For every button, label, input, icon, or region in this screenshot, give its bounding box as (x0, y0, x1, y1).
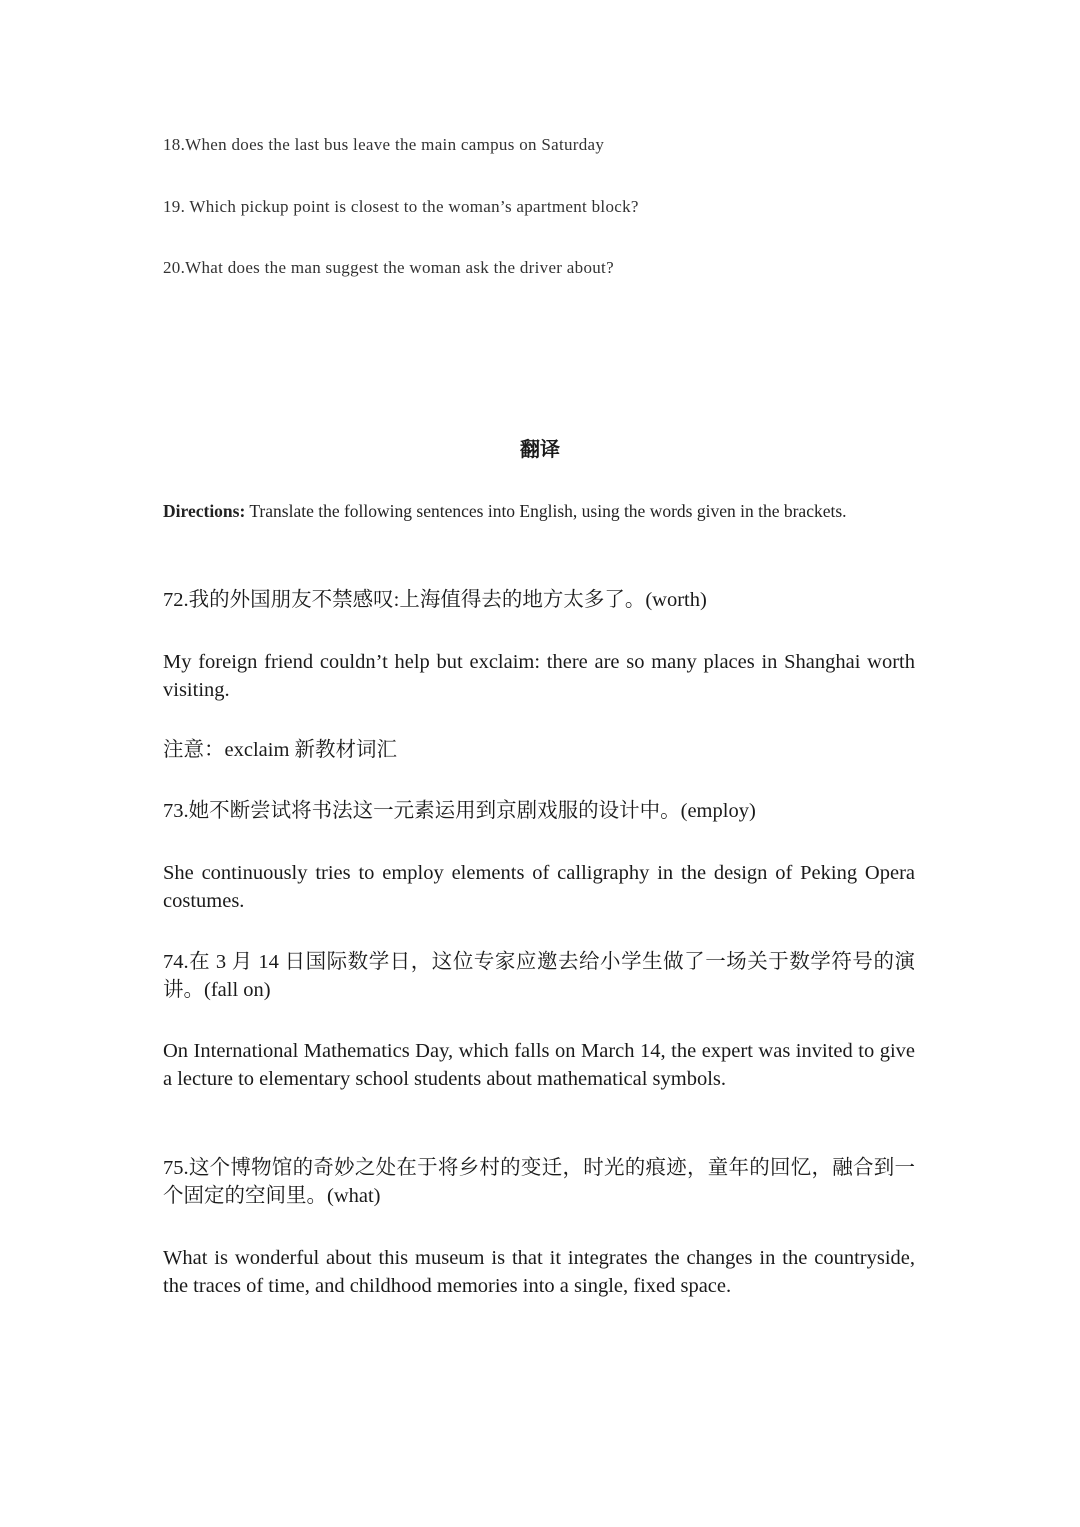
question-20: 20.What does the man suggest the woman ask the driver about? (163, 258, 614, 277)
section-title: 翻译 (520, 439, 560, 461)
directions-text: Translate the following sentences into English, using the words given in the brackets. (245, 501, 847, 521)
item-73-answer: She continuously tries to employ elements of calligraphy in the design of Peking Opera costumes. (163, 862, 915, 912)
directions (163, 497, 915, 525)
item-72-prompt: 72.我的外国朋友不禁感叹:上海值得去的地方太多了。(worth) (163, 589, 707, 611)
item-75-prompt: 75.这个博物馆的奇妙之处在于将乡村的变迁，时光的痕迹，童年的回忆，融合到一个固定的空间里。(what) (163, 1157, 915, 1207)
question-19: 19. Which pickup point is closest to the woman’s apartment block? (163, 197, 639, 216)
item-72-note: 注意：exclaim 新教材词汇 (163, 739, 398, 761)
item-73-prompt: 73.她不断尝试将书法这一元素运用到京剧戏服的设计中。(employ) (163, 800, 756, 822)
item-75-answer: What is wonderful about this museum is that it integrates the changes in the countryside, the traces of time, and childhood memories into a single, fixed space. (163, 1247, 915, 1297)
item-74-prompt: 74.在 3 月 14 日国际数学日，这位专家应邀去给小学生做了一场关于数学符号的演讲。(fall on) (163, 951, 915, 1001)
item-74-answer: On International Mathematics Day, which falls on March 14, the expert was invited to give a lecture to elementary school students about mathematical symbols. (163, 1040, 915, 1090)
item-72-answer: My foreign friend couldn’t help but exclaim: there are so many places in Shanghai worth visiting. (163, 651, 915, 701)
directions-label: Directions: (163, 501, 246, 521)
question-18: 18.When does the last bus leave the main campus on Saturday (163, 135, 605, 154)
